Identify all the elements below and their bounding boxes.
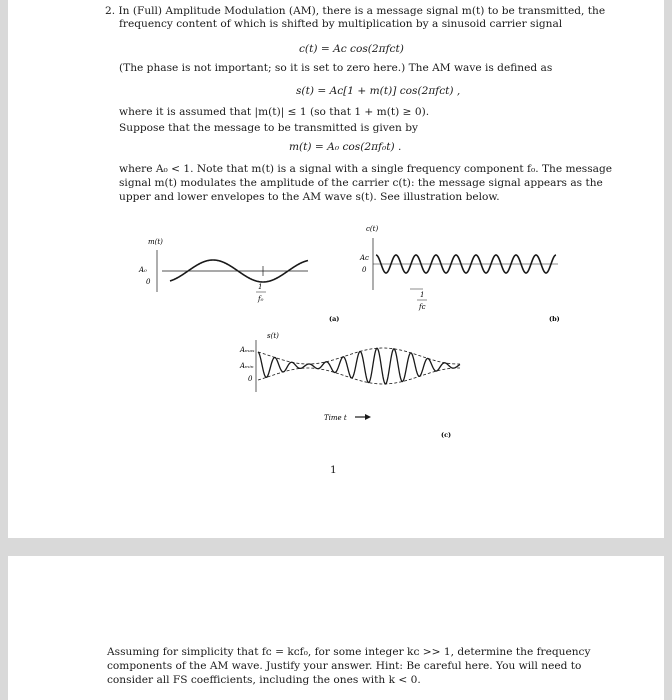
message-equation: m(t) = A₀ cos(2πf₀t) .	[289, 141, 402, 153]
label-mt: m(t)	[148, 238, 163, 246]
message-signal-plot	[157, 250, 308, 292]
am-wave-equation: s(t) = Aᴄ[1 + m(t)] cos(2πfᴄt) ,	[296, 85, 461, 97]
label-b: (b)	[549, 315, 560, 323]
am-illustration-figure	[8, 0, 664, 538]
description-line-3: upper and lower envelopes to the AM wave s(t). See illustration below.	[119, 191, 500, 203]
carrier-equation: c(t) = Aᴄ cos(2πfᴄt)	[299, 43, 404, 55]
label-f0: f₀	[258, 295, 264, 303]
time-arrow	[355, 414, 371, 420]
description-line-1: where A₀ < 1. Note that m(t) is a signal with a single frequency component f₀. The message	[119, 163, 613, 175]
phase-note: (The phase is not important; so it is set to zero here.) The AM wave is defined as	[119, 62, 553, 74]
label-zero-b: 0	[362, 266, 367, 274]
label-Amax: Aₘₐₓ	[240, 346, 255, 354]
assumption-text: where it is assumed that |m(t)| ≤ 1 (so that 1 + m(t) ≥ 0).	[119, 106, 430, 118]
page-number: 1	[330, 464, 337, 476]
label-Ac: Aᴄ	[360, 254, 369, 262]
problem-intro-line-2: frequency content of which is shifted by multiplication by a sinusoid carrier signal	[119, 18, 563, 30]
label-one-a: 1	[258, 283, 263, 291]
label-c: (c)	[441, 431, 452, 439]
question-line-1: Assuming for simplicity that fᴄ = kᴄf₀, for some integer kᴄ >> 1, determine the frequency	[107, 646, 591, 658]
label-A0: A₀	[139, 266, 147, 274]
label-st: s(t)	[267, 332, 279, 340]
label-Amin: Aₘᵢₙ	[240, 362, 254, 370]
document-page-1	[8, 0, 664, 538]
description-line-2: signal m(t) modulates the amplitude of the carrier c(t): the message signal appears as the	[119, 177, 603, 189]
question-line-2: components of the AM wave. Justify your answer. Hint: Be careful here. You will need to	[107, 660, 582, 672]
message-intro: Suppose that the message to be transmitted is given by	[119, 122, 419, 134]
label-one-b: 1	[420, 291, 425, 299]
label-ct: c(t)	[366, 225, 379, 233]
question-line-3: consider all FS coefficients, including the ones with k < 0.	[107, 674, 421, 686]
document-page-2	[8, 556, 664, 700]
label-fc: fᴄ	[419, 303, 426, 311]
label-zero-a: 0	[146, 278, 151, 286]
label-a: (a)	[329, 315, 340, 323]
am-wave-plot	[256, 340, 460, 392]
label-zero-c: 0	[248, 375, 253, 383]
carrier-signal-plot	[373, 238, 558, 290]
problem-intro-line-1: 2. In (Full) Amplitude Modulation (AM), there is a message signal m(t) to be transmitted, the	[105, 5, 606, 17]
label-time: Time t	[324, 414, 347, 422]
